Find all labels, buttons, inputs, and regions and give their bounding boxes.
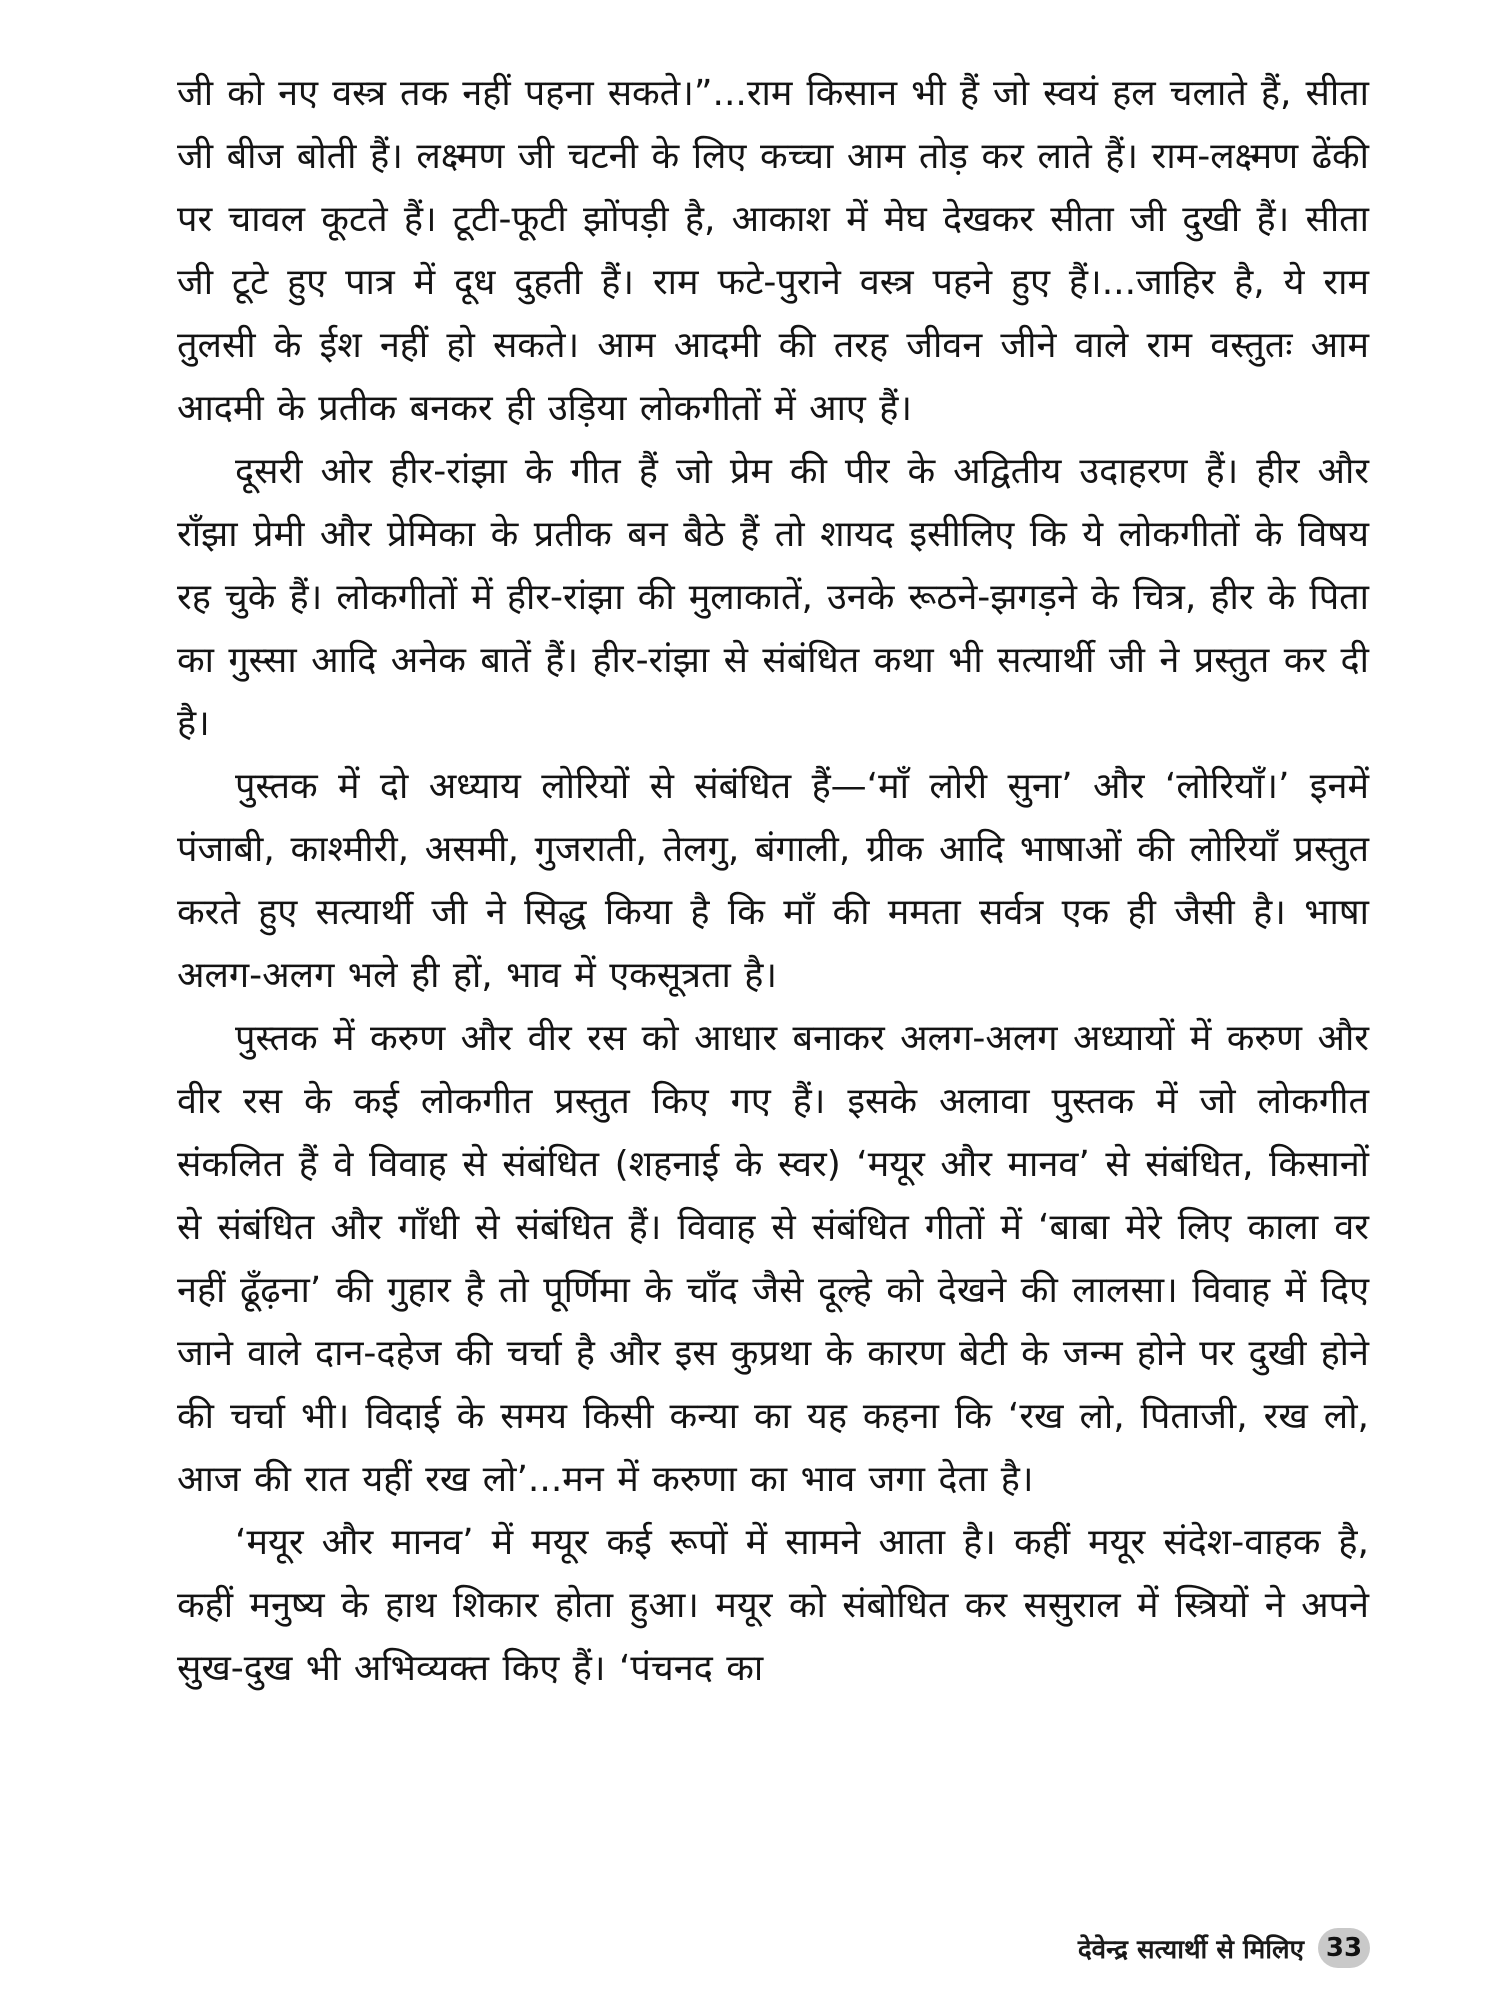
paragraph-mayur-manav: ‘मयूर और मानव’ में मयूर कई रूपों में सामने आता है। कहीं मयूर संदेश-वाहक है, कहीं मनुष्य के हाथ शिकार होता हुआ। मयूर को संबोधित कर ससुराल में स्त्रियों ने अपने सुख-दुख भी अभिव्यक्त किए हैं। ‘पंचनद का xyxy=(177,1522,1369,1689)
page-footer xyxy=(960,1928,1370,1968)
page-number: 33 xyxy=(1318,1928,1370,1968)
running-footer-title: देवेन्द्र सत्यार्थी से मिलिए xyxy=(1077,1935,1304,1965)
paragraph-karun-veer-ras: पुस्तक में करुण और वीर रस को आधार बनाकर अलग-अलग अध्यायों में करुण और वीर रस के कई लोकगीत प्रस्तुत किए गए हैं। इसके अलावा पुस्तक में जो लोकगीत संकलित हैं वे विवाह से संबंधित (शहनाई के स्वर) ‘मयूर और मानव’ से संबंधित, किसानों से संबंधित और गाँधी से संबंधित हैं। विवाह से संबंधित गीतों में ‘बाबा मेरे लिए काला वर नहीं ढूँढ़ना’ की गुहार है तो पूर्णिमा के चाँद जैसे दूल्हे को देखने की लालसा। विवाह में दिए जाने वाले दान-दहेज की चर्चा है और इस कुप्रथा के कारण बेटी के जन्म होने पर दुखी होने की चर्चा भी। विदाई के समय किसी कन्या का यह कहना कि ‘रख लो, पिताजी, रख लो, आज की रात यहीं रख लो’...मन में करुणा का भाव जगा देता है। xyxy=(177,1018,1369,1500)
paragraph-heer-ranjha: दूसरी ओर हीर-रांझा के गीत हैं जो प्रेम की पीर के अद्वितीय उदाहरण हैं। हीर और राँझा प्रेमी और प्रेमिका के प्रतीक बन बैठे हैं तो शायद इसीलिए कि ये लोकगीतों के विषय रह चुके हैं। लोकगीतों में हीर-रांझा की मुलाकातें, उनके रूठने-झगड़ने के चित्र, हीर के पिता का गुस्सा आदि अनेक बातें हैं। हीर-रांझा से संबंधित कथा भी सत्यार्थी जी ने प्रस्तुत कर दी है। xyxy=(177,451,1369,744)
page-body xyxy=(177,62,1369,1700)
paragraph-lullabies: पुस्तक में दो अध्याय लोरियों से संबंधित हैं—‘माँ लोरी सुना’ और ‘लोरियाँ।’ इनमें पंजाबी, काश्मीरी, असमी, गुजराती, तेलगु, बंगाली, ग्रीक आदि भाषाओं की लोरियाँ प्रस्तुत करते हुए सत्यार्थी जी ने सिद्ध किया है कि माँ की ममता सर्वत्र एक ही जैसी है। भाषा अलग-अलग भले ही हों, भाव में एकसूत्रता है। xyxy=(177,766,1369,996)
paragraph-continuation: जी को नए वस्त्र तक नहीं पहना सकते।”...राम किसान भी हैं जो स्वयं हल चलाते हैं, सीता जी बीज बोती हैं। लक्ष्मण जी चटनी के लिए कच्चा आम तोड़ कर लाते हैं। राम-लक्ष्मण ढेंकी पर चावल कूटते हैं। टूटी-फूटी झोंपड़ी है, आकाश में मेघ देखकर सीता जी दुखी हैं। सीता जी टूटे हुए पात्र में दूध दुहती हैं। राम फटे-पुराने वस्त्र पहने हुए हैं।...जाहिर है, ये राम तुलसी के ईश नहीं हो सकते। आम आदमी की तरह जीवन जीने वाले राम वस्तुतः आम आदमी के प्रतीक बनकर ही उड़िया लोकगीतों में आए हैं। xyxy=(177,73,1369,429)
